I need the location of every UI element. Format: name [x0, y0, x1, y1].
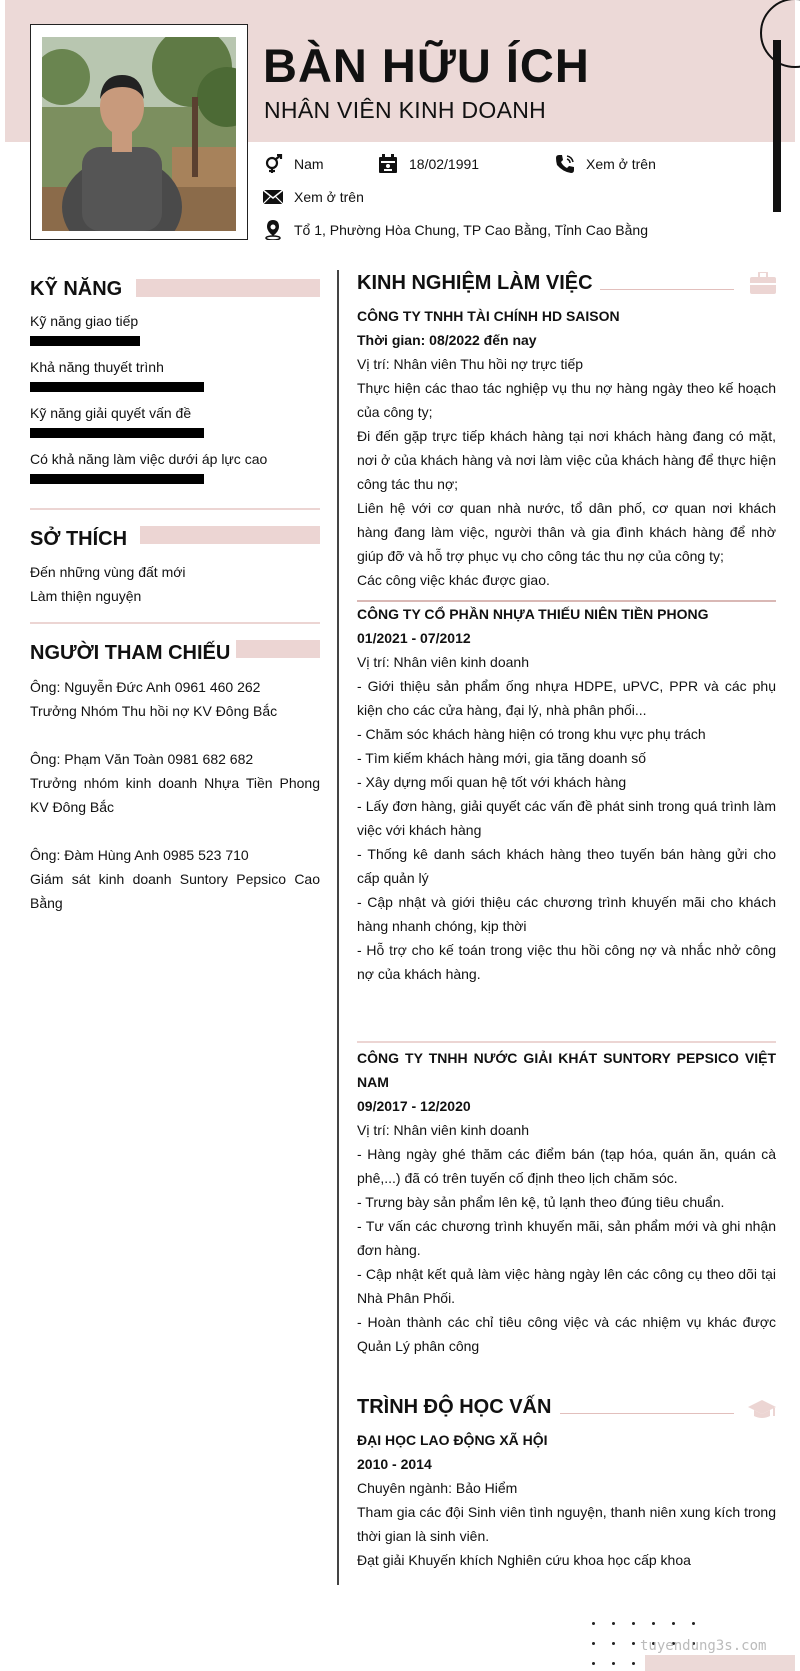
reference-role: Trưởng Nhóm Thu hồi nợ KV Đông Bắc [30, 703, 278, 719]
job-duty: - Tư vấn các chương trình khuyến mãi, sản phẩm mới và ghi nhận đơn hàng. [357, 1218, 776, 1258]
job-position: Vị trí: Nhân viên kinh doanh [357, 654, 529, 670]
section-divider [30, 622, 320, 624]
education-entry [357, 1428, 776, 1572]
phone-value: Xem ở trên [586, 156, 656, 172]
job-duty: - Hỗ trợ cho kế toán trong việc thu hồi công nợ và nhắc nhở công nợ của khách hàng. [357, 942, 776, 982]
skill-label: Khả năng thuyết trình [30, 359, 164, 375]
briefcase-icon [750, 272, 776, 294]
education-title: TRÌNH ĐỘ HỌC VẤN [357, 1396, 552, 1418]
skill-level-bar [30, 382, 204, 392]
education-period: 2010 - 2014 [357, 1456, 432, 1472]
job-duty: - Cập nhật kết quả làm việc hàng ngày lên các công cụ theo dõi tại Nhà Phân Phối. [357, 1266, 776, 1306]
hobbies-title-accent [140, 526, 320, 544]
hobby-item: Làm thiện nguyện [30, 588, 142, 604]
job-duty: Liên hệ với cơ quan nhà nước, tổ dân phố, cơ quan nơi khách hàng đang làm việc, người thân và gia đình khách hàng để nhờ giúp đỡ và hỗ trợ phục vụ cho công tác thu nợ của công ty; [357, 500, 776, 564]
profile-photo [42, 37, 236, 231]
education-school: ĐẠI HỌC LAO ĐỘNG XÃ HỘI [357, 1432, 548, 1448]
reference-contact: Ông: Phạm Văn Toàn 0981 682 682 [30, 751, 254, 767]
job-duty: - Hàng ngày ghé thăm các điểm bán (tạp hóa, quán ăn, quán cà phê,...) đã có trên tuyến cố định theo lịch chăm sóc. [357, 1146, 776, 1186]
skill-label: Kỹ năng giải quyết vấn đề [30, 405, 192, 421]
phone-info [555, 154, 656, 174]
hobbies-title: SỞ THÍCH [30, 528, 128, 550]
education-title-line [560, 1413, 734, 1414]
watermark: tuyendung3s.com [640, 1638, 767, 1654]
gender-info [263, 154, 324, 174]
job-company: CÔNG TY TNHH TÀI CHÍNH HD SAISON [357, 308, 620, 324]
phone-icon [555, 154, 575, 174]
skills-title: KỸ NĂNG [30, 278, 123, 300]
job-period: 09/2017 - 12/2020 [357, 1098, 471, 1114]
reference-role: Giám sát kinh doanh Suntory Pepsico Cao Bằng [30, 871, 320, 911]
skill-level-bar [30, 474, 204, 484]
job-period: Thời gian: 08/2022 đến nay [357, 332, 537, 348]
job-duty: Đi đến gặp trực tiếp khách hàng tại nơi khách hàng đang có mặt, nơi ở của khách hàng và nơi làm việc của khách hàng để thực hiện công tác thu nợ; [357, 428, 776, 492]
email-value: Xem ở trên [294, 189, 364, 205]
job-duty: - Cập nhật và giới thiệu các chương trình khuyến mãi cho khách hàng nhanh chóng, kịp thời [357, 894, 776, 934]
job-company: CÔNG TY TNHH NƯỚC GIẢI KHÁT SUNTORY PEPSICO VIỆT NAM [357, 1050, 776, 1090]
address-info [263, 220, 648, 240]
email-info [263, 187, 364, 207]
job-entry-1 [357, 304, 776, 592]
reference-role: Trưởng nhóm kinh doanh Nhựa Tiền Phong KV Đông Bắc [30, 775, 320, 815]
job-duty: Các công việc khác được giao. [357, 572, 550, 588]
location-pin-icon [263, 220, 283, 240]
skill-label: Có khả năng làm việc dưới áp lực cao [30, 451, 268, 467]
candidate-name: BÀN HỮU ÍCH [263, 39, 590, 92]
mail-icon [263, 187, 283, 207]
reference-contact: Ông: Nguyễn Đức Anh 0961 460 262 [30, 679, 261, 695]
reference-contact: Ông: Đàm Hùng Anh 0985 523 710 [30, 847, 249, 863]
experience-title-line [600, 289, 734, 290]
profile-photo-frame [30, 24, 248, 240]
skills-title-accent [136, 279, 320, 297]
section-divider [30, 508, 320, 510]
job-duty: - Xây dựng mối quan hệ tốt với khách hàng [357, 774, 627, 790]
job-position: Vị trí: Nhân viên kinh doanh [357, 1122, 529, 1138]
education-detail: Đạt giải Khuyến khích Nghiên cứu khoa học cấp khoa [357, 1552, 691, 1568]
gender-icon [263, 154, 283, 174]
job-duty: - Hoàn thành các chỉ tiêu công việc và các nhiệm vụ khác được Quản Lý phân công [357, 1314, 776, 1354]
job-entry-2 [357, 602, 776, 986]
job-position: Vị trí: Nhân viên Thu hồi nợ trực tiếp [357, 356, 584, 372]
calendar-icon [378, 154, 398, 174]
job-entry-3 [357, 1046, 776, 1358]
job-duty: - Tìm kiếm khách hàng mới, gia tăng doanh số [357, 750, 647, 766]
address-value: Tổ 1, Phường Hòa Chung, TP Cao Bằng, Tỉnh Cao Bằng [294, 222, 648, 238]
footer-accent [645, 1655, 795, 1671]
skill-label: Kỹ năng giao tiếp [30, 313, 139, 329]
job-duty: Thực hiện các thao tác nghiệp vụ thu nợ hàng ngày theo kế hoạch của công ty; [357, 380, 776, 420]
column-separator [337, 270, 339, 1585]
decorative-bar [773, 40, 781, 212]
gender-value: Nam [294, 156, 324, 172]
job-duty: - Giới thiệu sản phẩm ống nhựa HDPE, uPVC, PPR và các phụ kiện cho các cửa hàng, đại lý, nhà phân phối... [357, 678, 776, 718]
references-title: NGƯỜI THAM CHIẾU [30, 642, 231, 664]
job-company: CÔNG TY CỔ PHẦN NHỰA THIẾU NIÊN TIỀN PHONG [357, 606, 709, 622]
education-major: Chuyên ngành: Bảo Hiểm [357, 1480, 518, 1496]
skill-level-bar [30, 336, 140, 346]
hobby-item: Đến những vùng đất mới [30, 564, 186, 580]
birthday-info [378, 154, 479, 174]
education-detail: Tham gia các đội Sinh viên tình nguyện, thanh niên xung kích trong thời gian là sinh viên. [357, 1504, 776, 1544]
job-divider [357, 1041, 776, 1043]
skill-level-bar [30, 428, 204, 438]
birthday-value: 18/02/1991 [409, 156, 480, 172]
experience-title: KINH NGHIỆM LÀM VIỆC [357, 272, 593, 294]
graduation-cap-icon [748, 1398, 776, 1420]
job-duty: - Lấy đơn hàng, giải quyết các vấn đề phát sinh trong quá trình làm việc với khách hàng [357, 798, 776, 838]
candidate-job-title: NHÂN VIÊN KINH DOANH [264, 97, 547, 123]
job-duty: - Thống kê danh sách khách hàng theo tuyến bán hàng gửi cho cấp quản lý [357, 846, 776, 886]
job-period: 01/2021 - 07/2012 [357, 630, 471, 646]
references-title-accent [236, 640, 320, 658]
job-duty: - Trưng bày sản phẩm lên kệ, tủ lạnh theo đúng tiêu chuẩn. [357, 1194, 725, 1210]
job-duty: - Chăm sóc khách hàng hiện có trong khu vực phụ trách [357, 726, 706, 742]
